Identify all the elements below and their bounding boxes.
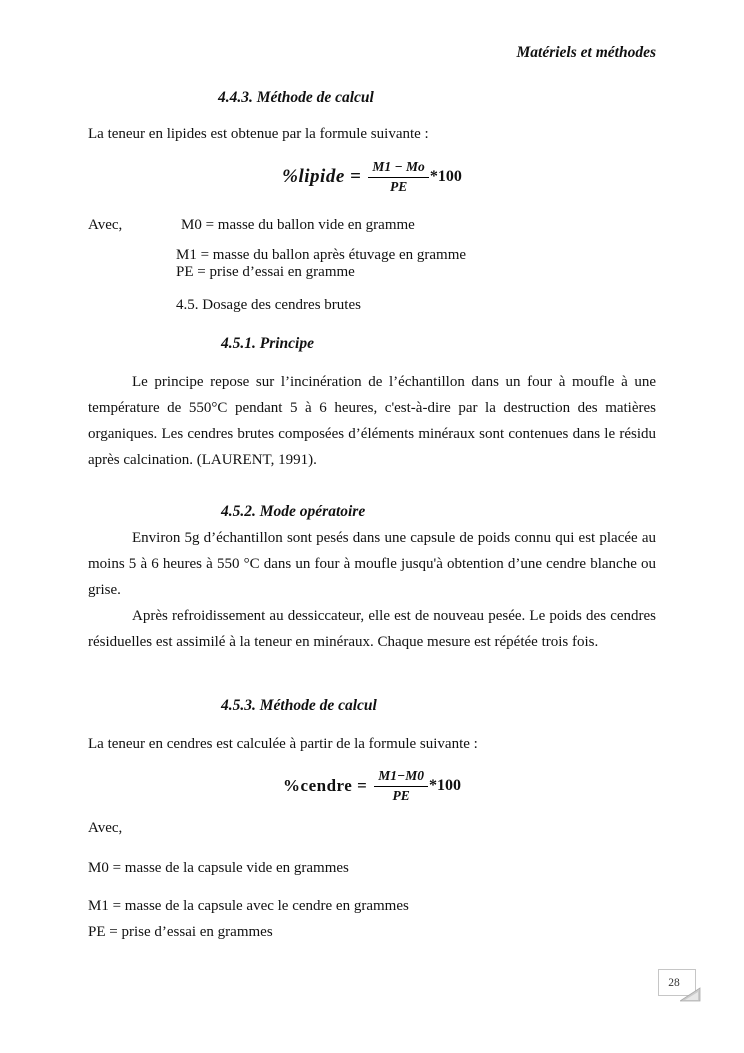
page-number: 28 — [668, 976, 680, 989]
cendre-formula-fraction — [374, 768, 428, 805]
cendre-def-pe: PE = prise d’essai en grammes — [88, 924, 273, 940]
page-curl-icon — [680, 987, 701, 1002]
lipid-formula-numerator: M1 − Mo — [368, 159, 428, 178]
lipid-formula-lhs: %lipide = — [282, 166, 362, 188]
cendre-def-m0: M0 = masse de la capsule vide en grammes — [88, 860, 349, 876]
mode-operatoire-paragraph-2: Après refroidissement au dessiccateur, elle est de nouveau pesée. Le poids des cendres résiduelles est assimilé à la teneur en minéraux. Chaque mesure est répétée trois fois. — [88, 608, 656, 650]
lipid-def-m0: M0 = masse du ballon vide en gramme — [181, 217, 415, 233]
avec-label-1: Avec, — [88, 217, 123, 233]
lipid-def-pe: PE = prise d’essai en gramme — [176, 264, 355, 280]
running-header: Matériels et méthodes — [516, 44, 656, 61]
lipid-formula-denominator: PE — [389, 178, 408, 194]
cendre-formula-denominator: PE — [392, 787, 410, 803]
lipid-formula-intro: La teneur en lipides est obtenue par la formule suivante : — [88, 126, 429, 142]
section-heading-4-4-3: 4.4.3. Méthode de calcul — [218, 89, 374, 106]
principe-paragraph: Le principe repose sur l’incinération de l’échantillon dans un four à moufle à une température de 550°C pendant 5 à 6 heures, c'est-à-dire par la destruction des matières organiques. Les cendres brutes composées d’éléments minéraux sont contenues dans le résidu après calcination. (LAURENT, 1991). — [88, 374, 656, 468]
section-heading-4-5-3: 4.5.3. Méthode de calcul — [221, 697, 377, 714]
lipid-formula-fraction — [368, 159, 428, 196]
lipid-formula-multiplier: *100 — [429, 168, 462, 186]
section-heading-4-5: 4.5. Dosage des cendres brutes — [176, 297, 361, 313]
avec-label-2: Avec, — [88, 820, 123, 836]
cendre-formula-lhs: %cendre = — [283, 776, 368, 796]
cendre-formula-numerator: M1−M0 — [374, 768, 428, 787]
cendre-formula-intro: La teneur en cendres est calculée à partir de la formule suivante : — [88, 736, 478, 752]
lipid-formula — [0, 159, 744, 196]
lipid-def-m1: M1 = masse du ballon après étuvage en gramme — [176, 247, 467, 263]
cendre-def-m1: M1 = masse de la capsule avec le cendre en grammes — [88, 898, 409, 914]
cendre-formula — [0, 768, 744, 805]
cendre-formula-multiplier: *100 — [428, 777, 461, 795]
section-heading-4-5-1: 4.5.1. Principe — [221, 335, 314, 352]
page-number-badge — [658, 969, 696, 996]
section-heading-4-5-2: 4.5.2. Mode opératoire — [221, 503, 366, 520]
mode-operatoire-paragraph-1: Environ 5g d’échantillon sont pesés dans une capsule de poids connu qui est placée au moins 5 à 6 heures à 550 °C dans un four à moufle jusqu'à obtention d’une cendre blanche ou grise. — [88, 530, 656, 598]
